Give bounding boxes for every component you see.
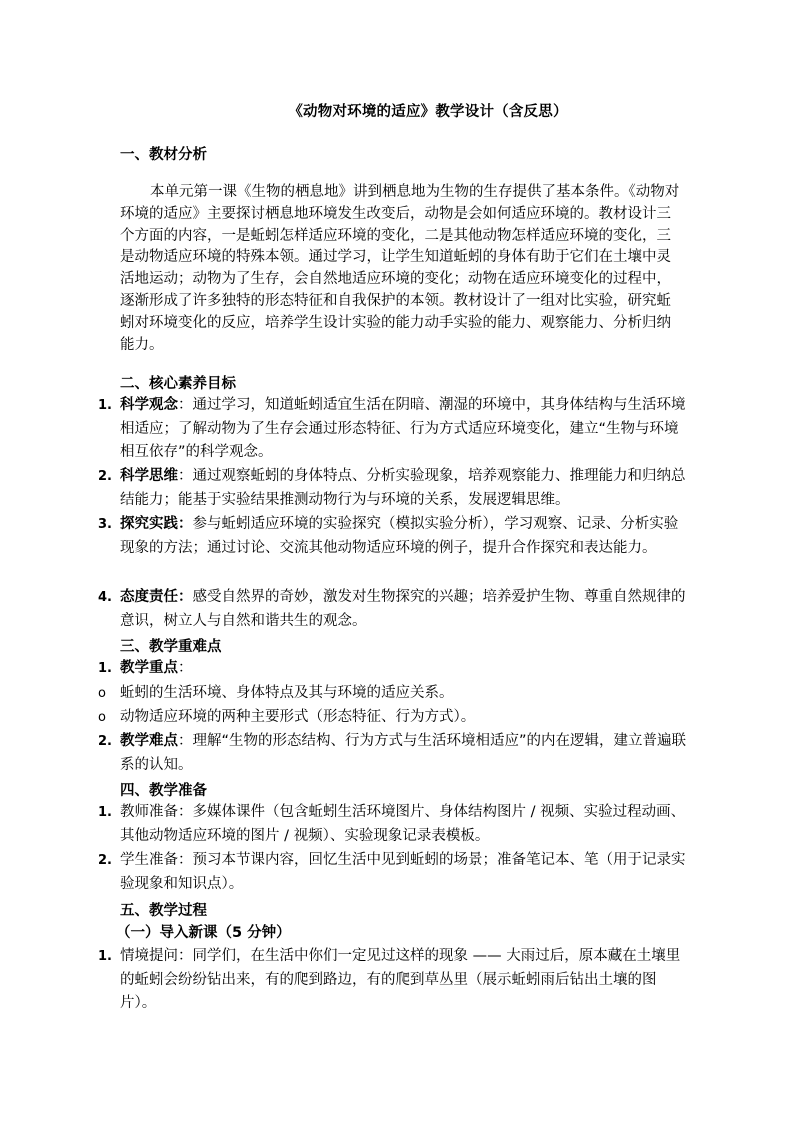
section-heading-3: 三、教学重难点: [120, 639, 222, 655]
section-heading-2: 二、核心素养目标: [120, 376, 236, 392]
objective-item-2: 2. 科学思维：通过观察蚯蚓的身体特点、分析实验现象，培养观察能力、推理能力和归纳总结能力；能基于实验结果推测动物行为与环境的关系，发展逻辑思维。: [98, 468, 686, 508]
difficulty-item: 2. 教学难点：理解“生物的形态结构、行为方式与生活环境相适应”的内在逻辑，建立普遍联系的认知。: [98, 733, 687, 773]
key-point-bullet-2: o 动物适应环境的两种主要形式（形态特征、行为方式）。: [98, 709, 476, 725]
prep-item-1: 1. 教师准备：多媒体课件（包含蚯蚓生活环境图片、身体结构图片 / 视频、实验过程动画、其他动物适应环境的图片 / 视频）、实验现象记录表模板。: [98, 804, 686, 844]
key-point-bullet-1: o 蚯蚓的生活环境、身体特点及其与环境的适应关系。: [98, 685, 454, 701]
document-title: 《动物对环境的适应》教学设计（含反思）: [288, 104, 568, 120]
section-heading-1: 一、教材分析: [120, 147, 207, 163]
prep-item-2: 2. 学生准备：预习本节课内容，回忆生活中见到蚯蚓的场景；准备笔记本、笔（用于记录实验现象和知识点）。: [98, 852, 686, 892]
section-heading-5: 五、教学过程: [120, 903, 207, 919]
subsection-heading: （一）导入新课（5 分钟）: [116, 925, 291, 941]
objective-item-3: 3. 探究实践：参与蚯蚓适应环境的实验探究（模拟实验分析），学习观察、记录、分析实验现象的方法；通过讨论、交流其他动物适应环境的例子，提升合作探究和表达能力。: [98, 516, 679, 556]
objective-item-4: 4. 态度责任：感受自然界的奇妙，激发对生物探究的兴趣；培养爱护生物、尊重自然规律的意识，树立人与自然和谐共生的观念。: [98, 589, 686, 629]
section-heading-4: 四、教学准备: [120, 783, 207, 799]
section-1-paragraph: 本单元第一课《生物的栖息地》讲到栖息地为生物的生存提供了基本条件。《动物对环境的适应》主要探讨栖息地环境发生改变后，动物是会如何适应环境的。教材设计三个方面的内容，一是蚯蚓怎样适应环境的变化，二是其他动物怎样适应环境的变化，三是动物适应环境的特殊本领。通过学习，让学生知道蚯蚓的身体有助于它们在土壤中灵活地运动；动物为了生存，会自然地适应环境的变化；动物在适应环境变化的过程中，逐渐形成了许多独特的形态特征和自我保护的本领。教材设计了一组对比实验，研究蚯蚓对环境变化的反应，培养学生设计实验的能力动手实验的能力、观察能力、分析归纳能力。: [120, 184, 680, 353]
objective-item-1: 1. 科学观念：通过学习，知道蚯蚓适宜生活在阴暗、潮湿的环境中，其身体结构与生活环境相适应；了解动物为了生存会通过形态特征、行为方式适应环境变化，建立“生物与环境相互依存”的科学观念。: [98, 397, 686, 460]
process-item-1: 1. 情境提问：同学们，在生活中你们一定见过这样的现象 —— 大雨过后，原本藏在土壤里的蚯蚓会纷纷钻出来，有的爬到路边，有的爬到草丛里（展示蚯蚓雨后钻出土壤的图片）。: [98, 948, 681, 1011]
key-point-item: 1. 教学重点：: [98, 660, 193, 676]
